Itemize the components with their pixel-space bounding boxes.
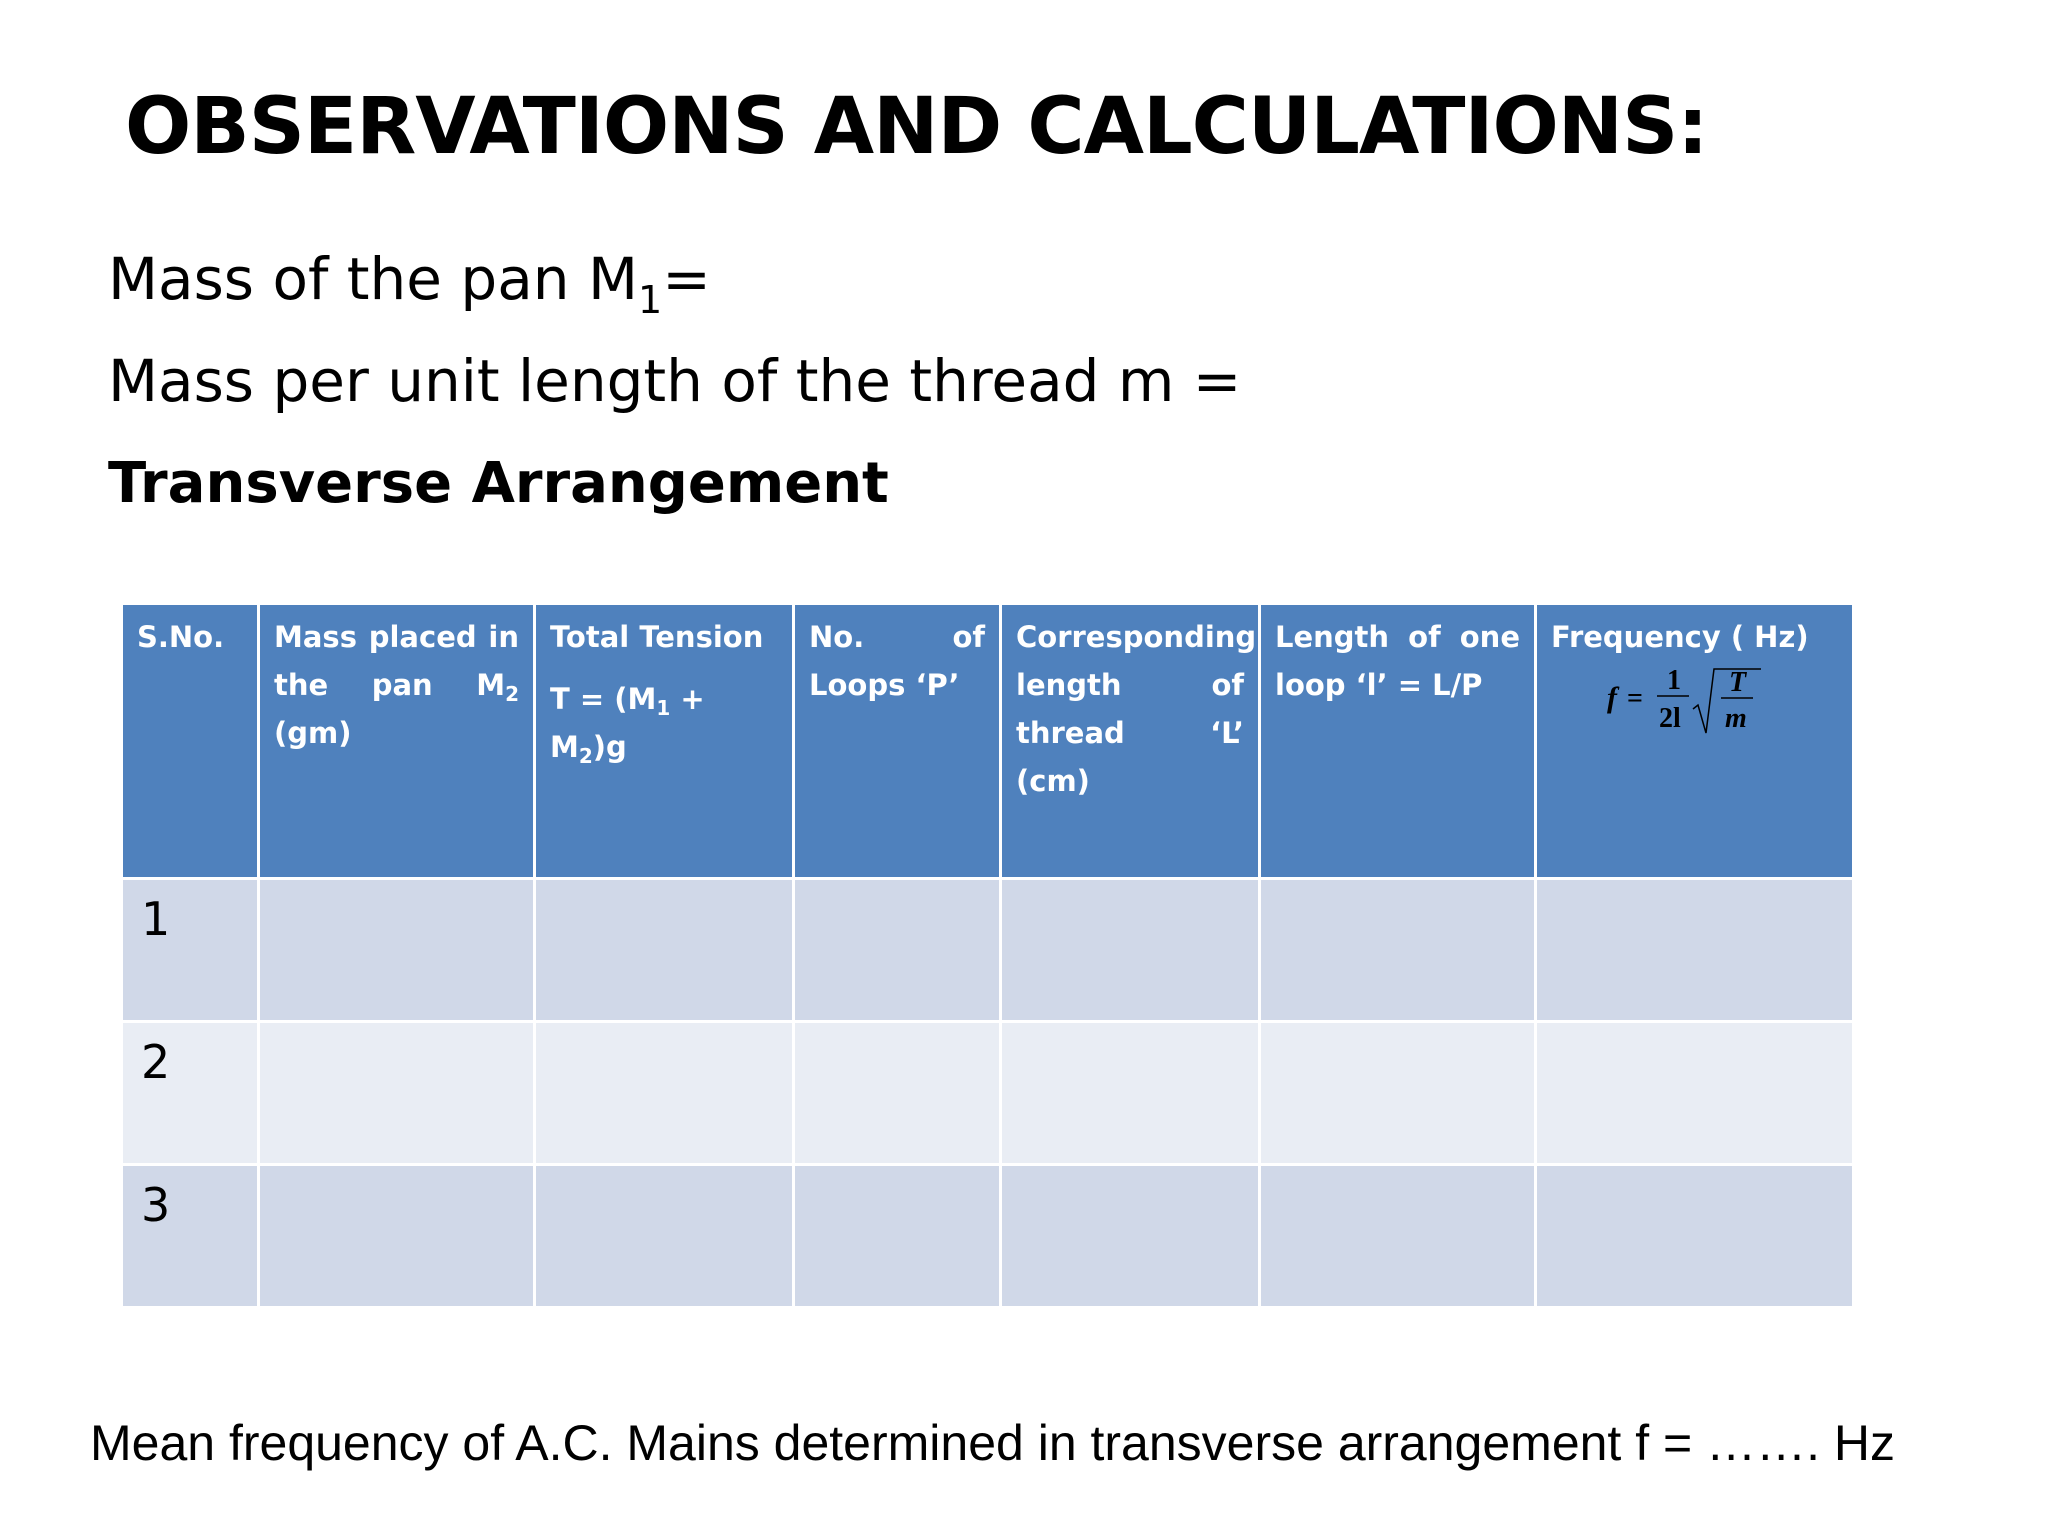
mass-per-unit-length-line: Mass per unit length of the thread m = bbox=[108, 347, 1242, 415]
table-header-row bbox=[122, 604, 1854, 879]
mean-frequency-line: Mean frequency of A.C. Mains determined in transverse arrangement f = ……. Hz bbox=[90, 1415, 1895, 1471]
header-frequency bbox=[1536, 604, 1854, 879]
cell-length-thread[interactable] bbox=[1001, 879, 1260, 1022]
mass-of-pan-line bbox=[108, 245, 711, 322]
mass-of-pan-suffix: = bbox=[662, 245, 711, 313]
formula-equals: = bbox=[1627, 683, 1643, 714]
header-length-of-loop: Length of one loop ‘l’ = L/P bbox=[1260, 604, 1536, 879]
mass-of-pan-subscript: 1 bbox=[638, 278, 663, 322]
formula-numerator: 1 bbox=[1667, 665, 1681, 696]
header-sno: S.No. bbox=[122, 604, 259, 879]
table-row bbox=[122, 879, 1854, 1022]
header-number-of-loops: No. of Loops ‘P’ bbox=[794, 604, 1001, 879]
formula-radicand-bottom: m bbox=[1725, 703, 1747, 734]
header-mass-placed bbox=[259, 604, 535, 879]
cell-mass-placed[interactable] bbox=[259, 879, 535, 1022]
cell-loops[interactable] bbox=[794, 879, 1001, 1022]
page-title: OBSERVATIONS AND CALCULATIONS: bbox=[125, 82, 1708, 172]
cell-length-loop[interactable] bbox=[1260, 1165, 1536, 1308]
cell-total-tension[interactable] bbox=[535, 879, 794, 1022]
cell-loops[interactable] bbox=[794, 1165, 1001, 1308]
formula-radicand-top: T bbox=[1729, 667, 1747, 698]
cell-mass-placed[interactable] bbox=[259, 1165, 535, 1308]
header-frequency-label: Frequency ( Hz) bbox=[1551, 620, 1809, 654]
cell-frequency[interactable] bbox=[1536, 1165, 1854, 1308]
formula-f: f bbox=[1607, 681, 1617, 714]
cell-length-loop[interactable] bbox=[1260, 1022, 1536, 1165]
cell-frequency[interactable] bbox=[1536, 879, 1854, 1022]
frequency-formula-svg bbox=[1603, 665, 1783, 737]
cell-total-tension[interactable] bbox=[535, 1165, 794, 1308]
formula-denominator: 2l bbox=[1659, 703, 1681, 734]
section-heading: Transverse Arrangement bbox=[108, 451, 889, 516]
cell-sno: 2 bbox=[122, 1022, 259, 1165]
cell-length-loop[interactable] bbox=[1260, 879, 1536, 1022]
mass-of-pan-label: Mass of the pan M bbox=[108, 245, 639, 313]
header-total-tension bbox=[535, 604, 794, 879]
cell-length-thread[interactable] bbox=[1001, 1022, 1260, 1165]
table-row bbox=[122, 1022, 1854, 1165]
header-total-tension-formula: $T = (M_1 + M_2)g$ bbox=[550, 682, 705, 768]
cell-total-tension[interactable] bbox=[535, 1022, 794, 1165]
cell-length-thread[interactable] bbox=[1001, 1165, 1260, 1308]
header-total-tension-title: Total Tension bbox=[550, 620, 764, 654]
cell-loops[interactable] bbox=[794, 1022, 1001, 1165]
cell-sno: 3 bbox=[122, 1165, 259, 1308]
header-mass-placed-subscript: 2 bbox=[505, 682, 519, 706]
header-length-of-thread: Corresponding length of thread ‘L’ (cm) bbox=[1001, 604, 1260, 879]
cell-mass-placed[interactable] bbox=[259, 1022, 535, 1165]
observation-table bbox=[120, 602, 1855, 1309]
table-row bbox=[122, 1165, 1854, 1308]
frequency-formula bbox=[1603, 665, 1838, 751]
header-mass-placed-suffix: (gm) bbox=[274, 716, 352, 750]
cell-sno: 1 bbox=[122, 879, 259, 1022]
header-mass-placed-text: Mass placed in the pan M bbox=[274, 620, 519, 702]
cell-frequency[interactable] bbox=[1536, 1022, 1854, 1165]
